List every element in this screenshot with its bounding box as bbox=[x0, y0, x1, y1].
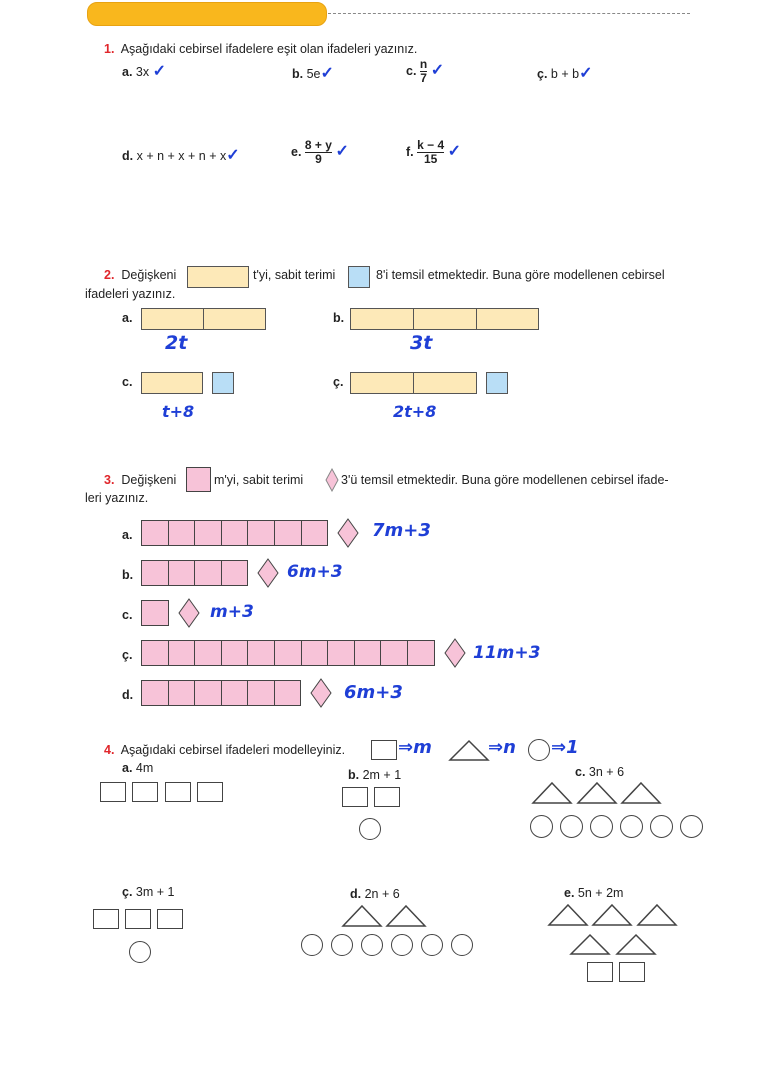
model-triangle bbox=[343, 906, 381, 926]
check-icon: ✓ bbox=[152, 63, 167, 80]
model-triangles bbox=[530, 781, 665, 805]
q3-variable-tile bbox=[221, 520, 249, 546]
header-divider bbox=[328, 13, 690, 14]
q4-item-d: d. 2n + 6 bbox=[350, 887, 400, 901]
q3-variable-tile bbox=[407, 640, 435, 666]
q2-answer-b: 3t bbox=[410, 332, 433, 354]
q2-b-tile bbox=[350, 308, 414, 330]
model-square bbox=[157, 909, 183, 929]
diamond-icon bbox=[444, 638, 466, 668]
q4-item-cc: ç. 3m + 1 bbox=[122, 885, 175, 899]
q4-item-b: b. 2m + 1 bbox=[348, 768, 402, 782]
q3-variable-tile bbox=[301, 520, 329, 546]
q3-variable-tile bbox=[247, 640, 275, 666]
q4-item-a: a. 4m bbox=[122, 761, 154, 775]
check-icon: ✓ bbox=[579, 65, 593, 82]
diamond-icon bbox=[337, 518, 359, 548]
q1-item-cc: ç. b + b✓ bbox=[537, 65, 593, 82]
q3-variable-tile bbox=[168, 560, 196, 586]
q1-item-d: d. x + n + x + n + x✓ bbox=[122, 147, 240, 164]
q3-variable-tile bbox=[168, 520, 196, 546]
q3-prompt-line1: 3. Değişkeni bbox=[104, 473, 177, 487]
q3-label-c: c. bbox=[122, 608, 133, 622]
model-square bbox=[374, 787, 400, 807]
model-triangle bbox=[638, 905, 676, 925]
diamond-icon bbox=[325, 468, 339, 492]
check-icon: ✓ bbox=[226, 147, 240, 164]
q2-cc-tile bbox=[413, 372, 477, 394]
q3-variable-tile bbox=[327, 640, 355, 666]
q3-variable-tile bbox=[274, 680, 302, 706]
q2-b-tile bbox=[476, 308, 539, 330]
q3-variable-tile bbox=[301, 640, 329, 666]
q3-answer-a: 7m+3 bbox=[372, 520, 431, 541]
q3-variable-tile bbox=[274, 640, 302, 666]
model-circle bbox=[421, 934, 443, 956]
q3-label-b: b. bbox=[122, 568, 134, 582]
q3-label-d: d. bbox=[122, 688, 134, 702]
q3-variable-tile bbox=[168, 640, 196, 666]
model-triangle bbox=[622, 783, 660, 803]
q3-variable-tile bbox=[194, 560, 222, 586]
q3-variable-tile bbox=[247, 680, 275, 706]
q3-prompt-c: 3'ü temsil etmektedir. Buna göre modellenen cebirsel ifade- bbox=[341, 473, 669, 487]
q2-prompt-line1: 2. Değişkeni bbox=[104, 268, 177, 282]
q3-variable-tile bbox=[141, 520, 169, 546]
q2-c-const bbox=[212, 372, 234, 394]
q3-variable-tile bbox=[141, 640, 169, 666]
q1-prompt: 1. Aşağıdaki cebirsel ifadelere eşit olan ifadeleri yazınız. bbox=[104, 42, 418, 56]
q2-cc-const bbox=[486, 372, 508, 394]
q1-item-c: c. $\frac{n}{7}$ ✓ bbox=[406, 57, 445, 85]
q3-variable-tile bbox=[141, 680, 169, 706]
q3-answer-d: 6m+3 bbox=[344, 682, 403, 703]
q2-label-a: a. bbox=[122, 311, 133, 325]
model-triangles bbox=[546, 903, 682, 957]
model-square bbox=[197, 782, 223, 802]
q3-variable-tile bbox=[221, 680, 249, 706]
q3-variable-tile bbox=[186, 467, 211, 492]
model-triangle bbox=[593, 905, 631, 925]
diamond-icon bbox=[257, 558, 279, 588]
q3-variable-tile bbox=[194, 640, 222, 666]
q4-prompt: 4. Aşağıdaki cebirsel ifadeleri modelleyiniz. bbox=[104, 743, 346, 757]
model-square bbox=[165, 782, 191, 802]
circle-key-icon bbox=[528, 739, 550, 761]
q2-answer-cc: 2t+8 bbox=[393, 402, 437, 421]
q2-constant-tile bbox=[348, 266, 370, 288]
q3-variable-tile bbox=[221, 560, 249, 586]
q2-a-tile bbox=[141, 308, 204, 330]
model-square bbox=[125, 909, 151, 929]
model-circle bbox=[331, 934, 353, 956]
model-square bbox=[587, 962, 613, 982]
diamond-icon bbox=[310, 678, 332, 708]
q2-prompt-c: 8'i temsil etmektedir. Buna göre modellenen cebirsel bbox=[376, 268, 665, 282]
q3-label-a: a. bbox=[122, 528, 133, 542]
model-circle bbox=[680, 815, 703, 838]
model-square bbox=[132, 782, 158, 802]
q4-key-1: ⇒1 bbox=[551, 737, 579, 758]
q2-label-c: c. bbox=[122, 375, 133, 389]
model-triangle bbox=[549, 905, 587, 925]
q4-key-n: ⇒n bbox=[488, 737, 516, 758]
q3-variable-tile bbox=[274, 520, 302, 546]
q1-item-e: e. $\frac{8 + y}{9}$ ✓ bbox=[291, 138, 349, 166]
q3-variable-tile bbox=[247, 520, 275, 546]
q3-variable-tile bbox=[354, 640, 382, 666]
q3-variable-tile bbox=[168, 680, 196, 706]
q2-c-tile bbox=[141, 372, 203, 394]
q2-answer-a: 2t bbox=[165, 332, 188, 354]
q3-answer-cc: 11m+3 bbox=[473, 643, 541, 663]
model-circle bbox=[359, 818, 381, 840]
model-circle bbox=[650, 815, 673, 838]
q2-prompt-d: ifadeleri yazınız. bbox=[85, 287, 176, 301]
check-icon: ✓ bbox=[447, 142, 462, 160]
q4-key-m: ⇒m bbox=[398, 737, 432, 758]
model-triangle bbox=[578, 783, 616, 803]
model-circle bbox=[590, 815, 613, 838]
q4-item-c: c. 3n + 6 bbox=[575, 765, 625, 779]
model-triangles bbox=[340, 904, 430, 928]
check-icon: ✓ bbox=[335, 142, 349, 160]
check-icon: ✓ bbox=[430, 61, 445, 79]
q3-variable-tile bbox=[141, 600, 169, 626]
model-triangle bbox=[617, 935, 655, 954]
diamond-icon bbox=[178, 598, 200, 628]
model-square bbox=[93, 909, 119, 929]
model-square bbox=[342, 787, 368, 807]
q1-item-b: b. 5e✓ bbox=[292, 65, 334, 82]
square-key-icon bbox=[371, 740, 397, 760]
q2-label-b: b. bbox=[333, 311, 345, 325]
q1-item-a: a. 3x ✓ bbox=[122, 63, 167, 80]
model-circle bbox=[361, 934, 383, 956]
q3-answer-b: 6m+3 bbox=[287, 562, 343, 582]
model-circle bbox=[530, 815, 553, 838]
model-circle bbox=[301, 934, 323, 956]
model-triangle bbox=[387, 906, 425, 926]
model-triangle bbox=[571, 935, 609, 954]
q2-prompt-b: t'yi, sabit terimi bbox=[253, 268, 336, 282]
model-circle bbox=[451, 934, 473, 956]
model-triangle bbox=[533, 783, 571, 803]
model-circle bbox=[391, 934, 413, 956]
q3-variable-tile bbox=[380, 640, 408, 666]
q3-label-cc: ç. bbox=[122, 648, 133, 662]
model-circle bbox=[129, 941, 151, 963]
q3-prompt-d: leri yazınız. bbox=[85, 491, 149, 505]
q1-item-f: f. $\frac{k - 4}{15}$ ✓ bbox=[406, 138, 462, 166]
q4-item-e: e. 5n + 2m bbox=[564, 886, 624, 900]
q2-b-tile bbox=[413, 308, 477, 330]
q3-answer-c: m+3 bbox=[210, 602, 254, 622]
q3-variable-tile bbox=[194, 520, 222, 546]
q2-answer-c: t+8 bbox=[162, 402, 195, 421]
model-circle bbox=[620, 815, 643, 838]
q3-prompt-b: m'yi, sabit terimi bbox=[214, 473, 304, 487]
q3-variable-tile bbox=[194, 680, 222, 706]
q2-label-cc: ç. bbox=[333, 375, 344, 389]
q3-variable-tile bbox=[141, 560, 169, 586]
q2-variable-tile bbox=[187, 266, 249, 288]
q3-variable-tile bbox=[221, 640, 249, 666]
header-tab bbox=[87, 2, 327, 26]
model-circle bbox=[560, 815, 583, 838]
q2-a-tile bbox=[203, 308, 266, 330]
triangle-key-icon bbox=[448, 739, 490, 761]
q2-cc-tile bbox=[350, 372, 414, 394]
model-square bbox=[100, 782, 126, 802]
model-square bbox=[619, 962, 645, 982]
check-icon: ✓ bbox=[320, 65, 334, 82]
